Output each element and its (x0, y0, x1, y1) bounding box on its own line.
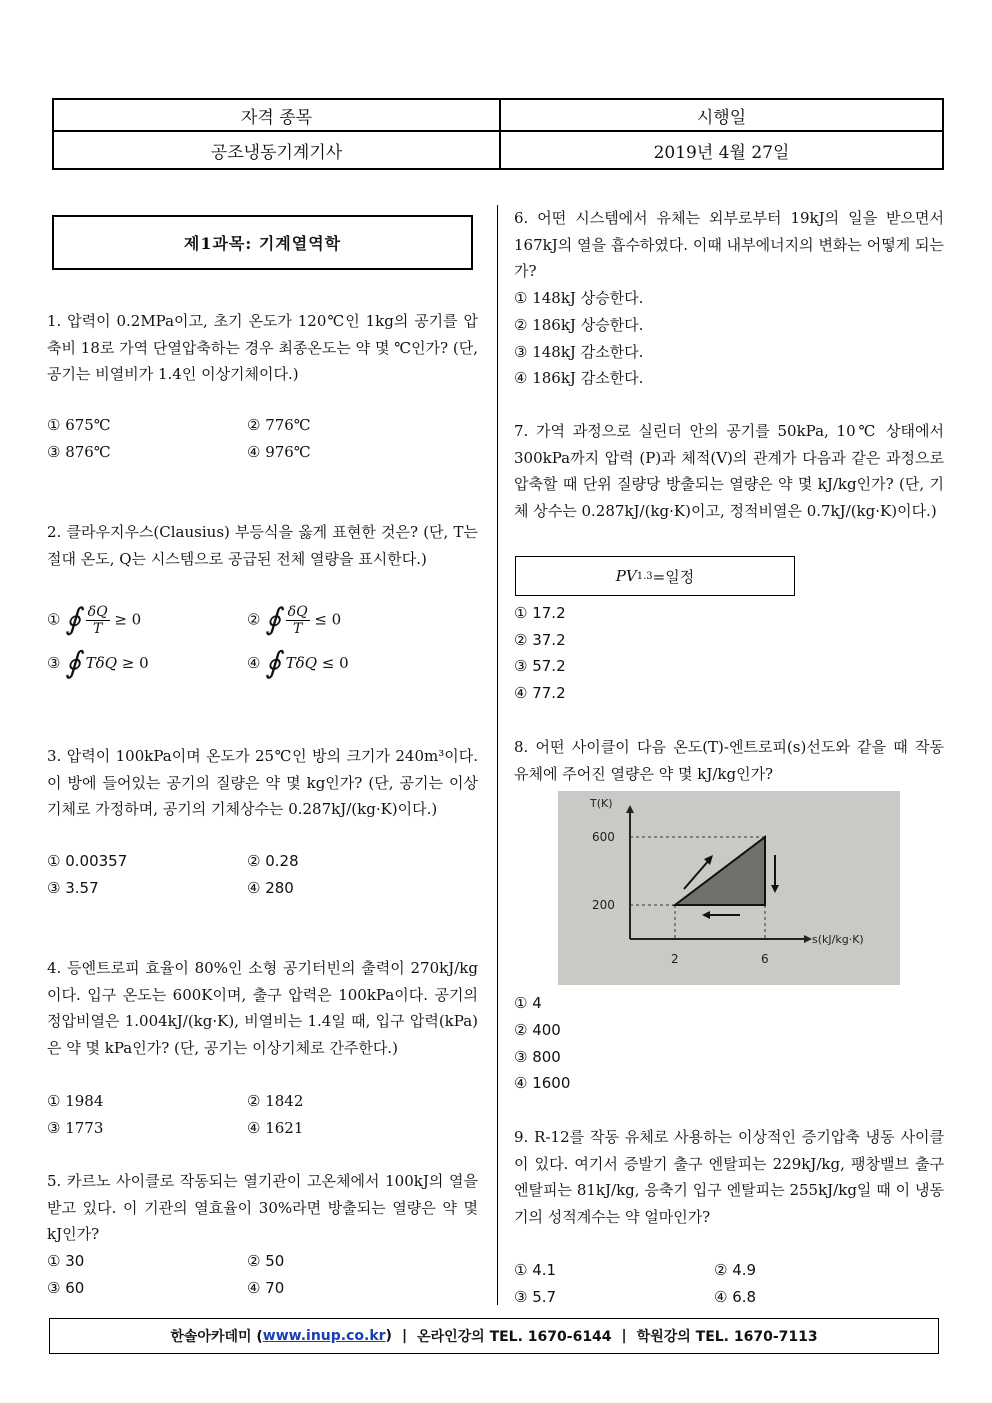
question-4-option-1[interactable]: ① 1984 (47, 1092, 104, 1110)
question-8-option-3[interactable]: ③ 800 (514, 1048, 561, 1066)
exam-header-table (52, 98, 944, 170)
question-2-option-1[interactable] (47, 604, 141, 637)
question-2-option-3[interactable] (47, 645, 149, 681)
question-2 (47, 519, 478, 572)
inequality: ≥ 0 (114, 610, 142, 629)
question-5 (47, 1168, 478, 1248)
inequality: ≤ 0 (321, 654, 349, 672)
question-3-option-2[interactable]: ② 0.28 (247, 852, 299, 870)
question-9-option-2[interactable]: ② 4.9 (714, 1261, 757, 1279)
footer-url-link[interactable]: www.inup.co.kr (262, 1328, 386, 1344)
contour-integral-icon: ∮ (65, 602, 81, 638)
y-tick-label: 200 (592, 898, 615, 912)
x-tick-label: 6 (761, 952, 769, 966)
question-9-option-3[interactable]: ③ 5.7 (514, 1288, 557, 1306)
question-8 (514, 734, 944, 787)
header-exam-date-label: 시행일 (696, 107, 747, 128)
formula-exponent: 1.3 (636, 570, 653, 582)
y-axis-label: T(K) (590, 797, 613, 810)
question-3-option-3[interactable]: ③ 3.57 (47, 879, 99, 897)
fraction-numerator: δQ (287, 604, 308, 620)
question-4-option-4[interactable]: ④ 1621 (247, 1119, 304, 1137)
question-5-option-4[interactable]: ④ 70 (247, 1279, 285, 1297)
header-exam-type-label: 자격 종목 (240, 107, 313, 128)
fraction-denominator: T (92, 621, 103, 637)
question-3 (47, 743, 478, 823)
question-5-option-3[interactable]: ③ 60 (47, 1279, 85, 1297)
question-5-text: 5. 카르노 사이클로 작동되는 열기관이 고온체에서 100kJ의 열을 받고 있다. 이 기관의 열효율이 30%라면 방출되는 열량은 약 몇 kJ인가? (47, 1172, 478, 1244)
question-1-option-2[interactable]: ② 776℃ (247, 416, 311, 434)
fraction (286, 604, 310, 637)
contour-integral-icon: ∮ (265, 645, 281, 681)
inequality: ≥ 0 (121, 654, 149, 672)
question-7-option-2[interactable]: ② 37.2 (514, 631, 566, 649)
subject-title: 제1과목: 기계열역학 (52, 215, 473, 270)
question-1-option-3[interactable]: ③ 876℃ (47, 443, 111, 461)
header-exam-date-value: 2019년 4월 27일 (653, 142, 790, 163)
question-7 (514, 418, 944, 525)
question-6-text: 6. 어떤 시스템에서 유체는 외부로부터 19kJ의 일을 받으면서 167kJ의 열을 흡수하였다. 이때 내부에너지의 변화는 어떻게 되는가? (514, 209, 944, 281)
question-7-option-4[interactable]: ④ 77.2 (514, 684, 566, 702)
inequality: ≤ 0 (314, 610, 342, 629)
question-9-option-1[interactable]: ① 4.1 (514, 1261, 557, 1279)
question-8-option-2[interactable]: ② 400 (514, 1021, 561, 1039)
question-1-text: 1. 압력이 0.2MPa이고, 초기 온도가 120℃인 1kg의 공기를 압축비 18로 가역 단열압축하는 경우 최종온도는 약 몇 ℃인가? (단, 공기는 비열비가 1.4인 이상기체이다.) (47, 312, 478, 384)
option-number: ② (247, 610, 261, 629)
question-3-text: 3. 압력이 100kPa이며 온도가 25℃인 방의 크기가 240m³이다. 이 방에 들어있는 공기의 질량은 약 몇 kg인가? (단, 공기는 이상기체로 가정하며, 공기의 기체상수는 0.287kJ/(kg·K)이다.) (47, 747, 478, 819)
question-8-option-1[interactable]: ① 4 (514, 994, 542, 1012)
question-6-option-3[interactable]: ③ 148kJ 감소한다. (514, 343, 644, 361)
footer-url-close: ) (385, 1328, 392, 1344)
question-8-option-4[interactable]: ④ 1600 (514, 1074, 571, 1092)
question-3-option-1[interactable]: ① 0.00357 (47, 852, 128, 870)
x-tick-label: 2 (671, 952, 679, 966)
fraction (86, 604, 110, 637)
question-2-option-4[interactable] (247, 645, 349, 681)
footer-separator: | (401, 1328, 408, 1344)
question-6-option-4[interactable]: ④ 186kJ 감소한다. (514, 369, 644, 387)
contour-integral-icon: ∮ (65, 645, 81, 681)
footer-separator: | (621, 1328, 627, 1344)
question-7-formula (515, 556, 795, 596)
question-7-option-3[interactable]: ③ 57.2 (514, 657, 566, 675)
fraction-denominator: T (292, 621, 303, 637)
question-1-option-1[interactable]: ① 675℃ (47, 416, 111, 434)
question-3-option-4[interactable]: ④ 280 (247, 879, 294, 897)
x-axis-label: s(kJ/kg·K) (812, 933, 864, 946)
question-1-option-4[interactable]: ④ 976℃ (247, 443, 311, 461)
footer-academy: 한솔아카데미 ( (170, 1329, 263, 1345)
question-9-option-4[interactable]: ④ 6.8 (714, 1288, 757, 1306)
footer-online: 온라인강의 TEL. 1670-6144 (417, 1329, 612, 1345)
option-number: ④ (247, 654, 261, 672)
formula-rest: =일정 (652, 567, 695, 586)
question-9-text: 9. R-12를 작동 유체로 사용하는 이상적인 증기압축 냉동 사이클이 있다. 여기서 증발기 출구 엔탈피는 229kJ/kg, 팽창밸브 출구 엔탈피는 81kJ/kg, 응축기 입구 엔탈피는 255kJ/kg일 때 이 냉동기의 성적계수는 약 얼마인가? (514, 1128, 944, 1227)
question-5-option-1[interactable]: ① 30 (47, 1252, 85, 1270)
integrand: TδQ (285, 654, 317, 672)
question-6-option-2[interactable]: ② 186kJ 상승한다. (514, 316, 644, 334)
question-7-text: 7. 가역 과정으로 실린더 안의 공기를 50kPa, 10℃ 상태에서 300kPa까지 압력 (P)과 체적(V)의 관계가 다음과 같은 과정으로 압축할 때 단위 질량당 방출되는 열량은 약 몇 kJ/kg인가? (단, 기체 상수는 0.287kJ/(kg·K)이고, 정적비열은 0.7kJ/(kg·K)이다.) (514, 422, 944, 521)
question-1 (47, 308, 478, 388)
integrand: TδQ (85, 654, 117, 672)
question-8-text: 8. 어떤 사이클이 다음 온도(T)-엔트로피(s)선도와 같을 때 작동 유체에 주어진 열량은 약 몇 kJ/kg인가? (514, 738, 944, 783)
formula-base: PV (615, 567, 637, 585)
question-6-option-1[interactable]: ① 148kJ 상승한다. (514, 289, 644, 307)
question-4-option-2[interactable]: ② 1842 (247, 1092, 304, 1110)
question-4-option-3[interactable]: ③ 1773 (47, 1119, 104, 1137)
footer-offline: 학원강의 TEL. 1670-7113 (636, 1329, 818, 1345)
question-2-text: 2. 클라우지우스(Clausius) 부등식을 옳게 표현한 것은? (단, T는 절대 온도, Q는 시스템으로 공급된 전체 열량을 표시한다.) (47, 523, 478, 568)
question-2-option-2[interactable] (247, 604, 341, 637)
option-number: ③ (47, 654, 61, 672)
question-9 (514, 1124, 944, 1231)
column-divider (497, 205, 498, 1305)
contour-integral-icon: ∮ (265, 602, 281, 638)
header-exam-type-value: 공조냉동기계기사 (210, 142, 343, 163)
ts-diagram (558, 791, 900, 985)
question-7-option-1[interactable]: ① 17.2 (514, 604, 566, 622)
question-4 (47, 955, 478, 1062)
y-tick-label: 600 (592, 830, 615, 844)
fraction-numerator: δQ (87, 604, 108, 620)
footer (49, 1318, 939, 1354)
question-4-text: 4. 등엔트로피 효율이 80%인 소형 공기터빈의 출력이 270kJ/kg이다. 입구 온도는 600K이며, 출구 압력은 100kPa이다. 공기의 정압비열은 1.004kJ/(kg·K), 비열비는 1.4일 때, 입구 압력(kPa)은 약 몇 kPa인가? (단, 공기는 이상기체로 간주한다.) (47, 959, 478, 1058)
option-number: ① (47, 610, 61, 629)
question-5-option-2[interactable]: ② 50 (247, 1252, 285, 1270)
question-6 (514, 205, 944, 285)
